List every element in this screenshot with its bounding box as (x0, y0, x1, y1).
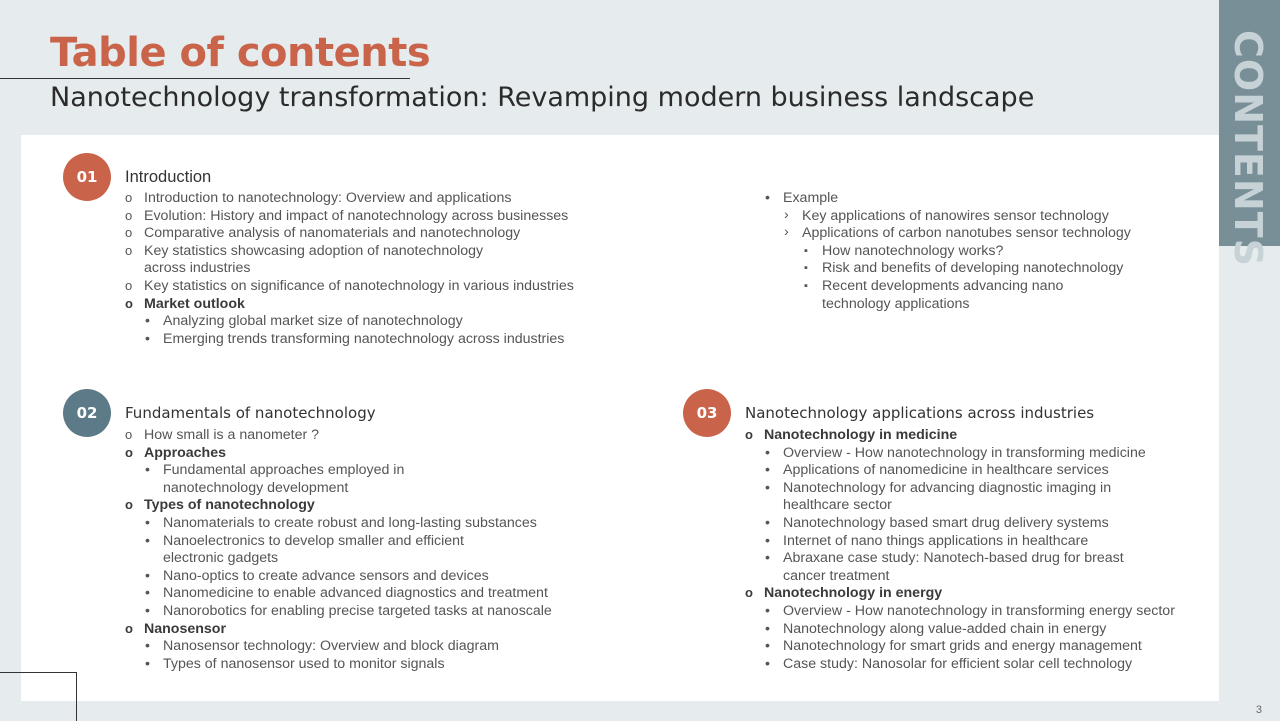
section-badge-01: 01 (63, 153, 111, 201)
section-list-fundamentals (125, 427, 665, 673)
page-number: 3 (1255, 704, 1262, 716)
list-item[interactable]: ▪ Risk and benefits of developing nanotechnology (764, 260, 1184, 278)
list-item[interactable]: • Abraxane case study: Nanotech-based drug for breast (745, 550, 1205, 568)
list-item[interactable]: • Nanomedicine to enable advanced diagnostics and treatment (125, 585, 665, 603)
section-list-introduction (125, 190, 685, 348)
list-heading-medicine[interactable]: o Nanotechnology in medicine (745, 427, 1205, 445)
list-heading-approaches[interactable]: o Approaches (125, 445, 665, 463)
list-item-continuation: across industries (144, 260, 251, 277)
corner-decoration (0, 672, 77, 721)
list-item-continuation: technology applications (822, 295, 970, 312)
list-item[interactable]: • Nanosensor technology: Overview and block diagram (125, 638, 665, 656)
section-title-fundamentals: Fundamentals of nanotechnology (125, 404, 376, 422)
section-list-introduction-continued (764, 190, 1184, 313)
list-item-continuation: healthcare sector (783, 497, 892, 514)
section-badge-02: 02 (63, 389, 111, 437)
list-item[interactable]: • Nanomaterials to create robust and long-lasting substances (125, 515, 665, 533)
list-item[interactable]: › Key applications of nanowires sensor technology (764, 208, 1184, 226)
section-title-introduction: Introduction (125, 168, 212, 186)
list-item[interactable]: • Internet of nano things applications in healthcare (745, 533, 1205, 551)
list-heading-market-outlook[interactable]: o Market outlook (125, 296, 685, 314)
list-item[interactable]: ▪ Recent developments advancing nano (764, 278, 1184, 296)
list-item-example[interactable]: • Example (764, 190, 1184, 208)
list-heading-nanosensor[interactable]: o Nanosensor (125, 621, 665, 639)
list-item[interactable]: › Applications of carbon nanotubes sensor technology (764, 225, 1184, 243)
section-badge-03: 03 (683, 389, 731, 437)
list-item[interactable]: o Comparative analysis of nanomaterials and nanotechnology (125, 225, 685, 243)
list-item[interactable]: • Overview - How nanotechnology in transforming medicine (745, 445, 1205, 463)
section-list-applications (745, 427, 1205, 673)
list-item[interactable]: • Overview - How nanotechnology in transforming energy sector (745, 603, 1205, 621)
side-tab-label: CONTENTS (1226, 30, 1270, 267)
list-item[interactable]: • Types of nanosensor used to monitor signals (125, 656, 665, 674)
list-item[interactable]: • Nanotechnology for smart grids and energy management (745, 638, 1205, 656)
page-subtitle: Nanotechnology transformation: Revamping modern business landscape (50, 82, 1035, 113)
list-heading-energy[interactable]: o Nanotechnology in energy (745, 585, 1205, 603)
title-underline (0, 78, 410, 79)
list-item[interactable]: o How small is a nanometer ? (125, 427, 665, 445)
list-item[interactable]: • Emerging trends transforming nanotechnology across industries (125, 331, 685, 349)
list-item[interactable]: • Fundamental approaches employed in (125, 462, 665, 480)
list-item[interactable]: ▪ How nanotechnology works? (764, 243, 1184, 261)
list-item[interactable]: • Applications of nanomedicine in healthcare services (745, 462, 1205, 480)
list-item[interactable]: o Evolution: History and impact of nanotechnology across businesses (125, 208, 685, 226)
list-heading-types[interactable]: o Types of nanotechnology (125, 497, 665, 515)
list-item[interactable]: • Analyzing global market size of nanotechnology (125, 313, 685, 331)
list-item[interactable]: o Introduction to nanotechnology: Overview and applications (125, 190, 685, 208)
list-item[interactable]: • Nanoelectronics to develop smaller and efficient (125, 533, 665, 551)
contents-side-tab (1219, 0, 1280, 267)
list-item[interactable]: • Case study: Nanosolar for efficient solar cell technology (745, 656, 1205, 674)
list-item[interactable]: • Nanotechnology for advancing diagnostic imaging in (745, 480, 1205, 498)
list-item-continuation: cancer treatment (783, 567, 890, 584)
list-item[interactable]: • Nanotechnology based smart drug delivery systems (745, 515, 1205, 533)
list-item-continuation: nanotechnology development (163, 479, 349, 496)
list-item[interactable]: o Key statistics showcasing adoption of nanotechnology (125, 243, 685, 261)
list-item[interactable]: • Nano-optics to create advance sensors and devices (125, 568, 665, 586)
list-item[interactable]: • Nanotechnology along value-added chain in energy (745, 621, 1205, 639)
section-title-applications: Nanotechnology applications across industries (745, 404, 1095, 422)
list-item-continuation: electronic gadgets (163, 550, 279, 567)
list-item[interactable]: • Nanorobotics for enabling precise targeted tasks at nanoscale (125, 603, 665, 621)
page-title: Table of contents (50, 30, 431, 76)
list-item[interactable]: o Key statistics on significance of nanotechnology in various industries (125, 278, 685, 296)
